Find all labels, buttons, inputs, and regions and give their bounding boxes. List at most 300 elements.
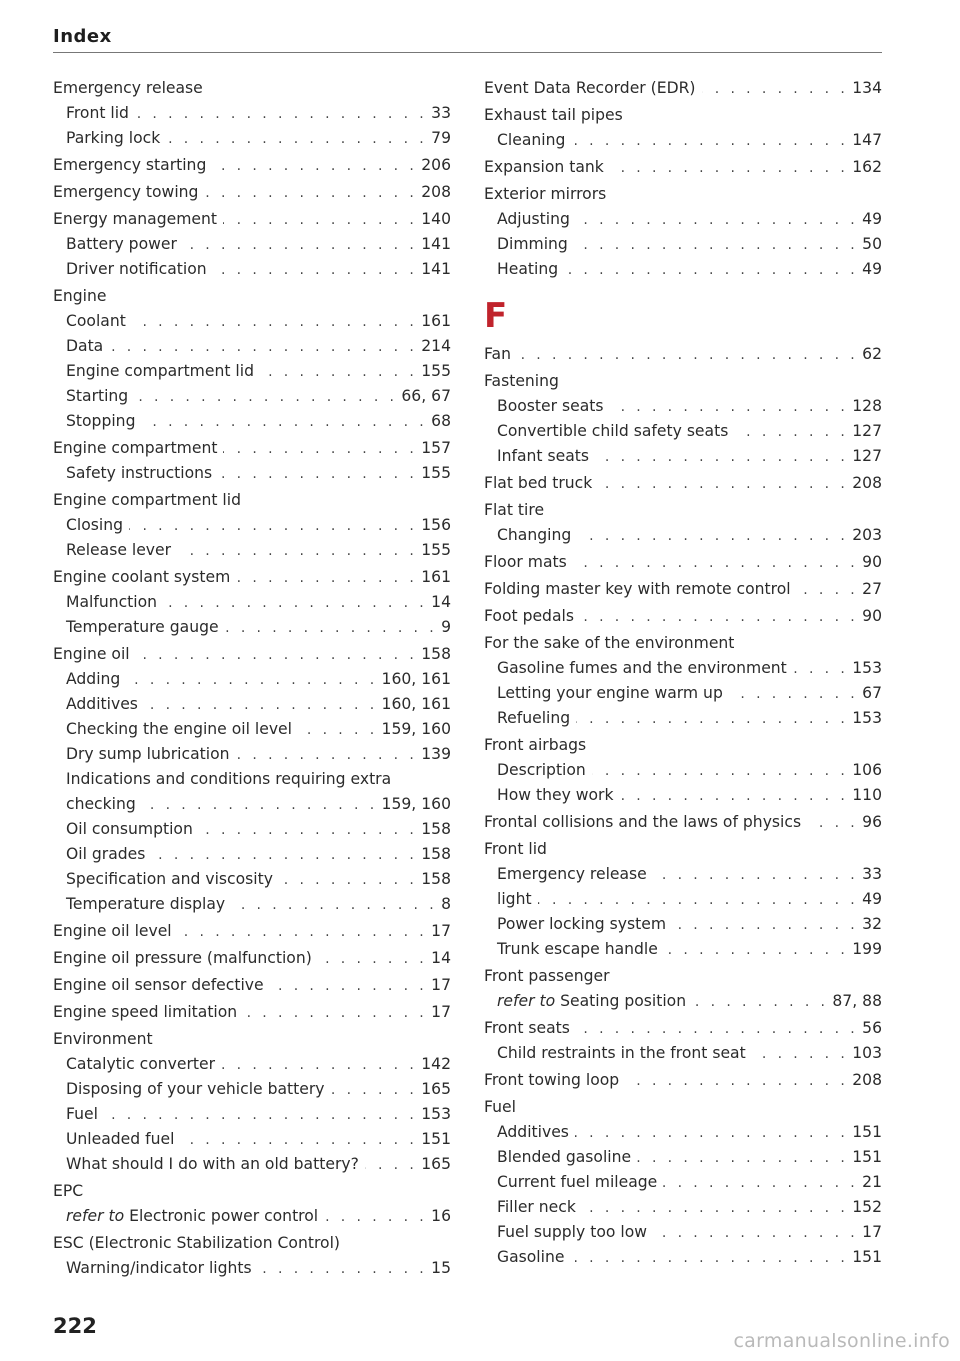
dot-leader xyxy=(236,743,418,768)
entry-term xyxy=(53,565,230,590)
entry-label: Frontal collisions and the laws of physics xyxy=(484,813,802,831)
page-reference: 147 xyxy=(852,131,882,149)
entry-label: Booster seats xyxy=(497,397,604,415)
entry-label: Gasoline xyxy=(497,1248,565,1266)
entry-term xyxy=(53,1231,340,1256)
index-column-left xyxy=(53,76,451,1281)
entry-term xyxy=(53,76,203,101)
entry-term xyxy=(53,180,198,205)
entry-label: Dimming xyxy=(497,235,568,253)
entry-label: Adjusting xyxy=(497,210,570,228)
entry-term xyxy=(497,523,571,548)
entry-term xyxy=(66,513,123,538)
page-reference: 160, 161 xyxy=(381,695,451,713)
entry-label: Engine coolant system xyxy=(53,568,231,586)
entry-label: ESC (Electronic Stabilization Control) xyxy=(53,1234,340,1252)
dot-leader xyxy=(576,707,848,732)
entry-term xyxy=(66,1102,98,1127)
index-subentry xyxy=(53,742,451,767)
entry-label: Malfunction xyxy=(66,593,158,611)
entry-term xyxy=(66,717,292,742)
entry-term xyxy=(66,842,145,867)
entry-term xyxy=(497,1145,631,1170)
dot-leader xyxy=(793,657,848,682)
entry-label: Foot pedals xyxy=(484,607,574,625)
entry-label: Exhaust tail pipes xyxy=(484,106,623,124)
dot-leader xyxy=(231,893,437,918)
entry-label: light xyxy=(497,890,532,908)
index-entry xyxy=(484,631,882,656)
entry-term xyxy=(66,334,103,359)
page-reference: 151 xyxy=(852,1248,882,1266)
page-reference: 159, 160 xyxy=(381,720,451,738)
page-reference: 50 xyxy=(862,235,882,253)
entry-term xyxy=(66,126,160,151)
dot-leader xyxy=(571,129,848,154)
page-reference: 66, 67 xyxy=(401,387,451,405)
index-entry xyxy=(53,946,451,971)
dot-leader xyxy=(204,181,417,206)
page-reference: 96 xyxy=(862,813,882,831)
page-reference: 67 xyxy=(862,684,882,702)
page-reference: 151 xyxy=(421,1130,451,1148)
page-reference: 155 xyxy=(421,541,451,559)
entry-term xyxy=(484,964,609,989)
entry-label: Additives xyxy=(66,695,138,713)
entry-term xyxy=(66,101,129,126)
entry-label: Flat tire xyxy=(484,501,545,519)
entry-label: Battery power xyxy=(66,235,177,253)
entry-term xyxy=(66,1152,359,1177)
dot-leader xyxy=(582,1196,848,1221)
page-reference: 56 xyxy=(862,1019,882,1037)
entry-label: Temperature display xyxy=(66,895,226,913)
entry-term xyxy=(484,733,586,758)
entry-label: Description xyxy=(497,761,586,779)
entry-label: Additives xyxy=(497,1123,569,1141)
dot-leader xyxy=(580,605,858,630)
entry-term xyxy=(66,359,254,384)
entry-term xyxy=(53,1000,237,1025)
page-reference: 152 xyxy=(852,1198,882,1216)
index-entry xyxy=(53,207,451,232)
entry-term xyxy=(484,76,696,101)
entry-term xyxy=(484,498,544,523)
index-entry xyxy=(53,488,451,513)
index-entry xyxy=(53,973,451,998)
entry-label: Gasoline fumes and the environment xyxy=(497,659,787,677)
dot-leader xyxy=(258,1257,428,1282)
page-number: 222 xyxy=(53,1314,97,1338)
entry-label: Electronic power control xyxy=(129,1207,319,1225)
index-subentry xyxy=(53,334,451,359)
page-reference: 214 xyxy=(421,337,451,355)
entry-label: Emergency towing xyxy=(53,183,199,201)
entry-label: Engine oil sensor defective xyxy=(53,976,264,994)
index-subentry xyxy=(53,1152,451,1177)
dot-leader xyxy=(134,385,397,410)
entry-label: Blended gasoline xyxy=(497,1148,632,1166)
entry-label: Engine speed limitation xyxy=(53,1003,238,1021)
dot-leader xyxy=(575,1121,848,1146)
page-reference: 32 xyxy=(862,915,882,933)
dot-leader xyxy=(577,524,848,549)
entry-term xyxy=(497,1220,647,1245)
index-subentry xyxy=(484,887,882,912)
dot-leader xyxy=(573,551,858,576)
entry-term xyxy=(497,444,589,469)
index-subentry xyxy=(484,1145,882,1170)
page-reference: 49 xyxy=(862,210,882,228)
dot-leader xyxy=(570,1246,848,1271)
page-reference: 161 xyxy=(421,312,451,330)
index-subentry xyxy=(484,1041,882,1066)
page-reference: 206 xyxy=(421,156,451,174)
entry-term xyxy=(484,604,574,629)
index-subentry xyxy=(484,862,882,887)
entry-term xyxy=(497,989,686,1014)
entry-label: Seating position xyxy=(560,992,687,1010)
page-reference: 21 xyxy=(862,1173,882,1191)
dot-leader xyxy=(564,258,858,283)
entry-label: Front towing loop xyxy=(484,1071,620,1089)
index-entry xyxy=(484,1068,882,1093)
page-reference: 127 xyxy=(852,422,882,440)
index-subentry xyxy=(53,409,451,434)
entry-label: For the sake of the environment xyxy=(484,634,735,652)
entry-label: Oil grades xyxy=(66,845,146,863)
entry-label: Emergency starting xyxy=(53,156,207,174)
entry-label: Emergency release xyxy=(497,865,647,883)
entry-label: Engine oil xyxy=(53,645,130,663)
dot-leader xyxy=(734,420,848,445)
dot-leader xyxy=(212,154,417,179)
page-reference: 33 xyxy=(431,104,451,122)
entry-term xyxy=(484,1016,570,1041)
index-entry xyxy=(53,565,451,590)
index-entry xyxy=(484,103,882,128)
entry-term xyxy=(53,153,206,178)
entry-term xyxy=(66,1256,252,1281)
index-subentry xyxy=(53,1077,451,1102)
dot-leader xyxy=(752,1042,849,1067)
index-entry xyxy=(53,284,451,309)
page-reference: 62 xyxy=(862,345,882,363)
index-subentry xyxy=(484,419,882,444)
entry-label: checking xyxy=(66,795,136,813)
index-subentry xyxy=(53,461,451,486)
entry-term xyxy=(53,642,130,667)
index-subentry xyxy=(484,207,882,232)
entry-term xyxy=(53,1179,83,1204)
index-entry xyxy=(53,1027,451,1052)
entry-term xyxy=(66,615,219,640)
entry-label: Front airbags xyxy=(484,736,587,754)
entry-term xyxy=(497,887,532,912)
index-subentry xyxy=(484,706,882,731)
entry-term xyxy=(66,867,273,892)
index-subentry xyxy=(53,513,451,538)
entry-label: How they work xyxy=(497,786,614,804)
dot-leader xyxy=(331,1078,418,1103)
dot-leader xyxy=(324,1205,427,1230)
entry-term xyxy=(53,1027,153,1052)
dot-leader xyxy=(126,668,377,693)
entry-term xyxy=(53,973,264,998)
page-reference: 157 xyxy=(421,439,451,457)
index-entry xyxy=(53,1231,451,1256)
entry-term xyxy=(484,103,623,128)
dot-leader xyxy=(136,643,418,668)
entry-label: EPC xyxy=(53,1182,84,1200)
dot-leader xyxy=(141,410,427,435)
index-subentry xyxy=(484,758,882,783)
entry-term xyxy=(53,488,241,513)
dot-leader xyxy=(653,1221,858,1246)
page-reference: 17 xyxy=(431,976,451,994)
page-reference: 17 xyxy=(431,1003,451,1021)
entry-label: Fuel supply too low xyxy=(497,1223,647,1241)
dot-leader xyxy=(183,233,417,258)
entry-label: Starting xyxy=(66,387,129,405)
page-reference: 155 xyxy=(421,464,451,482)
index-subentry xyxy=(484,681,882,706)
index-subentry xyxy=(484,989,882,1014)
page-reference: 128 xyxy=(852,397,882,415)
entry-term xyxy=(484,810,801,835)
index-entry xyxy=(53,153,451,178)
entry-term xyxy=(484,342,511,367)
entry-term xyxy=(53,284,106,309)
page-reference: 139 xyxy=(421,745,451,763)
header-divider xyxy=(53,52,882,53)
page-reference: 155 xyxy=(421,362,451,380)
entry-term xyxy=(66,257,207,282)
index-subentry xyxy=(53,1127,451,1152)
dot-leader xyxy=(620,784,849,809)
page-reference: 16 xyxy=(431,1207,451,1225)
page-reference: 153 xyxy=(852,709,882,727)
page-reference: 165 xyxy=(421,1155,451,1173)
index-subentry xyxy=(484,783,882,808)
dot-leader xyxy=(199,818,417,843)
index-subentry xyxy=(484,523,882,548)
index-entry xyxy=(484,155,882,180)
entry-term xyxy=(484,631,734,656)
entry-label: Warning/indicator lights xyxy=(66,1259,252,1277)
entry-term xyxy=(484,837,547,862)
entry-label: Checking the engine oil level xyxy=(66,720,292,738)
entry-label: Engine oil level xyxy=(53,922,172,940)
entry-label: Engine compartment lid xyxy=(66,362,254,380)
entry-term xyxy=(497,232,568,257)
entry-label: Unleaded fuel xyxy=(66,1130,175,1148)
entry-term xyxy=(66,1052,215,1077)
index-subentry xyxy=(53,590,451,615)
index-entry xyxy=(53,180,451,205)
index-entry xyxy=(53,919,451,944)
dot-leader xyxy=(797,578,859,603)
entry-term xyxy=(497,681,723,706)
entry-term xyxy=(66,742,230,767)
entry-term xyxy=(66,692,138,717)
entry-label: Parking lock xyxy=(66,129,161,147)
index-subentry xyxy=(53,101,451,126)
entry-label: Oil consumption xyxy=(66,820,193,838)
entry-label: Disposing of your vehicle battery xyxy=(66,1080,325,1098)
dot-leader xyxy=(517,343,858,368)
entry-label: Current fuel mileage xyxy=(497,1173,658,1191)
index-subentry xyxy=(53,126,451,151)
entry-term xyxy=(484,369,559,394)
entry-label: Exterior mirrors xyxy=(484,185,607,203)
page-reference: 9 xyxy=(441,618,451,636)
entry-term xyxy=(66,461,212,486)
dot-leader xyxy=(592,759,848,784)
entry-label: Cleaning xyxy=(497,131,566,149)
entry-term xyxy=(484,1068,619,1093)
index-subentry xyxy=(484,1170,882,1195)
page-reference: 79 xyxy=(431,129,451,147)
entry-term xyxy=(484,550,567,575)
dot-leader xyxy=(132,310,417,335)
entry-label: Flat bed truck xyxy=(484,474,593,492)
index-subentry xyxy=(484,937,882,962)
dot-leader xyxy=(610,395,849,420)
index-entry xyxy=(53,1179,451,1204)
index-subentry xyxy=(53,359,451,384)
index-subentry xyxy=(53,232,451,257)
index-subentry xyxy=(484,1195,882,1220)
entry-label: Event Data Recorder (EDR) xyxy=(484,79,696,97)
entry-label: Changing xyxy=(497,526,572,544)
page-reference: 208 xyxy=(421,183,451,201)
page-reference: 158 xyxy=(421,845,451,863)
entry-term xyxy=(497,937,658,962)
dot-leader xyxy=(576,208,858,233)
dot-leader xyxy=(135,102,427,127)
dot-leader xyxy=(807,811,858,836)
page-reference: 142 xyxy=(421,1055,451,1073)
page-reference: 203 xyxy=(852,526,882,544)
index-subentry xyxy=(484,656,882,681)
page-reference: 162 xyxy=(852,158,882,176)
dot-leader xyxy=(637,1146,848,1171)
index-entry xyxy=(484,471,882,496)
entry-label: Expansion tank xyxy=(484,158,604,176)
page-reference: 49 xyxy=(862,890,882,908)
index-subentry xyxy=(484,128,882,153)
dot-leader xyxy=(109,335,417,360)
entry-term xyxy=(53,207,217,232)
entry-term xyxy=(66,1127,174,1152)
entry-label: Front seats xyxy=(484,1019,570,1037)
dot-leader xyxy=(576,1017,858,1042)
watermark: carmanualsonline.info xyxy=(733,1330,950,1352)
page-reference: 134 xyxy=(852,79,882,97)
section-letter: F xyxy=(484,296,508,336)
page-reference: 90 xyxy=(862,607,882,625)
page-reference: 17 xyxy=(862,1223,882,1241)
entry-label: Heating xyxy=(497,260,559,278)
page-reference: 14 xyxy=(431,593,451,611)
entry-term xyxy=(66,892,225,917)
entry-label: Filler neck xyxy=(497,1198,576,1216)
dot-leader xyxy=(538,888,859,913)
entry-label: Trunk escape handle xyxy=(497,940,658,958)
entry-term xyxy=(66,1077,325,1102)
page-reference: 141 xyxy=(421,235,451,253)
dot-leader xyxy=(142,793,378,818)
page-reference: 33 xyxy=(862,865,882,883)
entry-label: Temperature gauge xyxy=(66,618,219,636)
entry-label: Letting your engine warm up xyxy=(497,684,723,702)
page-reference: 106 xyxy=(852,761,882,779)
index-subentry xyxy=(53,384,451,409)
entry-label: Energy management xyxy=(53,210,218,228)
dot-leader xyxy=(729,682,858,707)
page-reference: 17 xyxy=(431,922,451,940)
index-entry xyxy=(484,604,882,629)
entry-term xyxy=(484,471,592,496)
index-column-right xyxy=(484,76,882,1270)
dot-leader xyxy=(598,472,848,497)
entry-term xyxy=(497,1170,657,1195)
dot-leader xyxy=(298,718,378,743)
entry-term xyxy=(66,817,193,842)
entry-label: Catalytic converter xyxy=(66,1055,216,1073)
entry-label: Front passenger xyxy=(484,967,610,985)
entry-label: Power locking system xyxy=(497,915,667,933)
entry-term xyxy=(66,384,128,409)
index-subentry xyxy=(484,257,882,282)
index-subentry xyxy=(53,692,451,717)
index-subentry xyxy=(53,1052,451,1077)
dot-leader xyxy=(692,990,828,1015)
dot-leader xyxy=(653,863,858,888)
index-subentry xyxy=(484,1120,882,1145)
entry-term xyxy=(66,667,120,692)
index-entry xyxy=(53,642,451,667)
dot-leader xyxy=(129,514,417,539)
dot-leader xyxy=(180,1128,417,1153)
entry-term xyxy=(497,862,647,887)
dot-leader xyxy=(243,1001,427,1026)
page-reference: 156 xyxy=(421,516,451,534)
entry-term xyxy=(497,419,728,444)
entry-term xyxy=(497,207,570,232)
index-entry xyxy=(484,1016,882,1041)
entry-label: What should I do with an old battery? xyxy=(66,1155,359,1173)
dot-leader xyxy=(318,947,427,972)
index-entry xyxy=(484,1095,882,1120)
entry-label: Engine xyxy=(53,287,107,305)
entry-term xyxy=(66,1204,318,1229)
entry-label: Front lid xyxy=(484,840,547,858)
index-entry xyxy=(53,436,451,461)
index-subentry xyxy=(53,792,451,817)
page-reference: 208 xyxy=(852,1071,882,1089)
dot-leader xyxy=(574,233,858,258)
index-subentry xyxy=(53,667,451,692)
index-subentry xyxy=(484,912,882,937)
index-subentry xyxy=(53,717,451,742)
entry-label: Engine compartment xyxy=(53,439,218,457)
entry-term xyxy=(66,767,391,792)
entry-label: Adding xyxy=(66,670,121,688)
index-subentry xyxy=(53,842,451,867)
page-reference: 160, 161 xyxy=(381,670,451,688)
